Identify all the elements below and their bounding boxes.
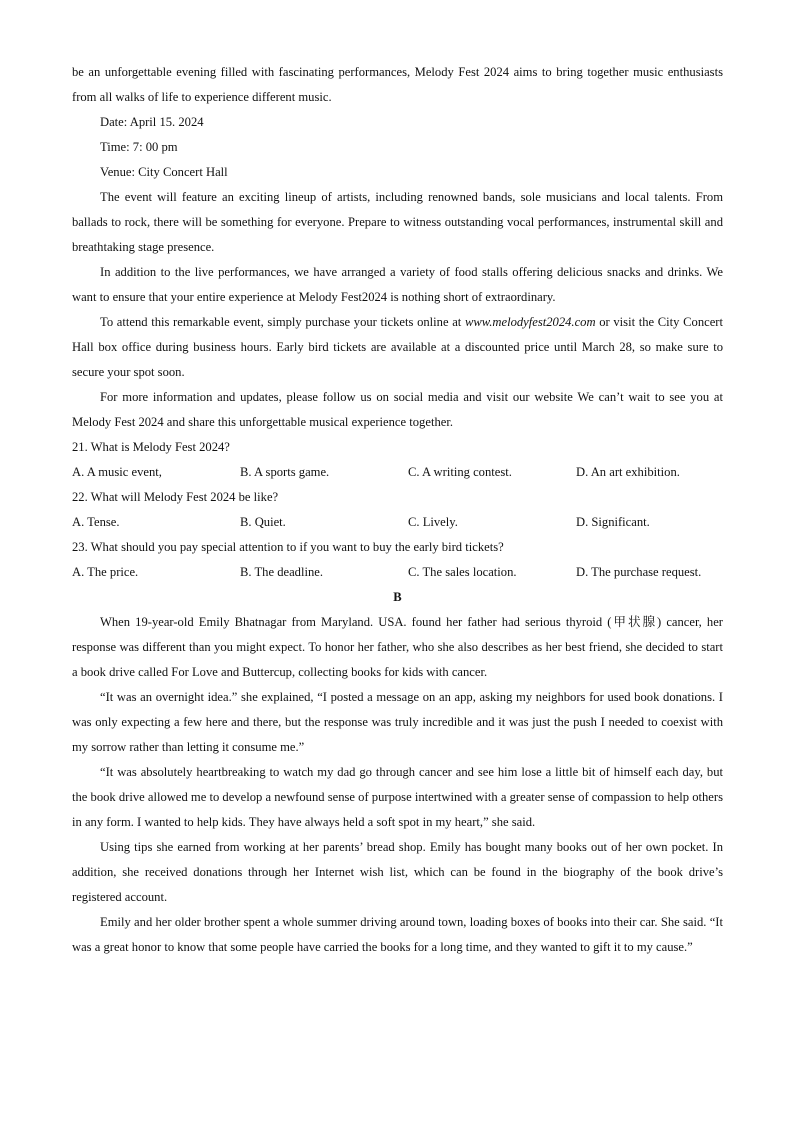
section-b-heading: B xyxy=(393,590,402,604)
passage-a-paragraph-4: For more information and updates, please follow us on social media and visit our website We can’t wait to see you at Melody Fest 2024 and share this unforgettable musical experience together. xyxy=(72,390,723,429)
passage-b-paragraph-4: Using tips she earned from working at her parents’ bread shop. Emily has bought many books out of her own pocket. In addition, she received donations through her Internet wish list, which can be found in the biography of the book drive’s registered account. xyxy=(72,840,723,904)
question-21: 21. What is Melody Fest 2024? xyxy=(72,440,230,454)
question-23: 23. What should you pay special attention to if you want to buy the early bird tickets? xyxy=(72,540,504,554)
paragraph-3-text-start: To attend this remarkable event, simply purchase your tickets online at xyxy=(100,315,465,329)
passage-a-paragraph-1: The event will feature an exciting lineup of artists, including renowned bands, sole musicians and local talents. From ballads to rock, there will be something for everyone. Prepare to witness outstanding vocal performances, instrumental skill and breathtaking stage presence. xyxy=(72,190,723,254)
option-a: A. A music event, xyxy=(72,465,162,479)
paragraph-3-text-end: or visit the City Concert Hall box office during business hours. Early bird tickets are available at a discounted price until March 28, so make sure to secure your spot soon. xyxy=(72,315,723,379)
question-22-options xyxy=(72,510,723,535)
option-b: B. Quiet. xyxy=(240,515,286,529)
passage-b-paragraph-1: When 19-year-old Emily Bhatnagar from Maryland. USA. found her father had serious thyroid (甲状腺) cancer, her response was different than you might expect. To honor her father, who she also describes as her best friend, she decided to start a book drive called For Love and Buttercup, collecting books for kids with cancer. xyxy=(72,615,723,679)
event-date: Date: April 15. 2024 xyxy=(100,115,204,129)
option-d: D. Significant. xyxy=(576,515,650,529)
option-c: C. Lively. xyxy=(408,515,458,529)
event-time: Time: 7: 00 pm xyxy=(100,140,178,154)
website-url: www.melodyfest2024.com xyxy=(464,315,596,329)
option-a: A. Tense. xyxy=(72,515,120,529)
passage-b-paragraph-3: “It was absolutely heartbreaking to watch my dad go through cancer and see him lose a little bit of himself each day, but the book drive allowed me to develop a newfound sense of purpose intertwined with a greater sense of compassion to help others in any form. I wanted to help kids. They have always held a soft spot in my heart,” she said. xyxy=(72,765,723,829)
question-21-options xyxy=(72,460,723,485)
question-23-options xyxy=(72,560,723,585)
passage-b-paragraph-2: “It was an overnight idea.” she explained, “I posted a message on an app, asking my neighbors for used book donations. I was only expecting a few here and there, but the response was truly incredible and it was just the push I needed to coexist with my sorrow rather than letting it consume me.” xyxy=(72,690,723,754)
passage-a-paragraph-3 xyxy=(72,310,723,385)
option-b: B. A sports game. xyxy=(240,465,330,479)
option-a: A. The price. xyxy=(72,565,139,579)
option-b: B. The deadline. xyxy=(240,565,324,579)
passage-a-intro: be an unforgettable evening filled with fascinating performances, Melody Fest 2024 aims to bring together music enthusiasts from all walks of life to experience different music. xyxy=(72,65,723,104)
option-c: C. A writing contest. xyxy=(408,465,512,479)
passage-b-paragraph-5: Emily and her older brother spent a whole summer driving around town, loading boxes of books into their car. She said. “It was a great honor to know that some people have carried the books for a long time, and they wanted to gift it to my cause.” xyxy=(72,915,723,954)
event-venue: Venue: City Concert Hall xyxy=(100,165,228,179)
option-d: D. The purchase request. xyxy=(576,565,702,579)
option-d: D. An art exhibition. xyxy=(576,465,680,479)
question-22: 22. What will Melody Fest 2024 be like? xyxy=(72,490,279,504)
exam-page xyxy=(72,60,723,960)
option-c: C. The sales location. xyxy=(408,565,517,579)
passage-a-paragraph-2: In addition to the live performances, we have arranged a variety of food stalls offering delicious snacks and drinks. We want to ensure that your entire experience at Melody Fest2024 is nothing short of extraordinary. xyxy=(72,265,723,304)
